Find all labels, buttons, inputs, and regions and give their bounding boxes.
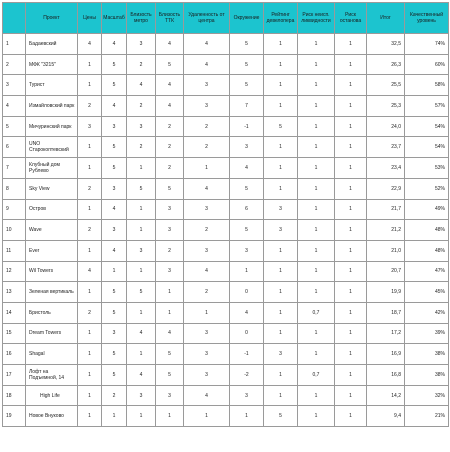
ttk-cell: 3 — [156, 261, 184, 282]
total-cell: 21,2 — [367, 220, 405, 241]
stop-risk-cell: 1 — [335, 54, 367, 75]
metro-cell: 3 — [127, 116, 156, 137]
header-ttk: Близость ТТК — [156, 3, 184, 34]
total-cell: 9,4 — [367, 406, 405, 427]
metro-cell: 4 — [127, 75, 156, 96]
quality-level-cell: 57% — [405, 96, 449, 117]
developer-rating-cell: 1 — [264, 282, 298, 303]
total-cell: 32,5 — [367, 34, 405, 55]
developer-rating-cell: 1 — [264, 158, 298, 179]
table-row — [3, 54, 449, 75]
stop-risk-cell: 1 — [335, 199, 367, 220]
surroundings-cell: 5 — [230, 178, 264, 199]
row-index: 6 — [3, 137, 26, 158]
scale-cell: 3 — [102, 178, 127, 199]
price-cell: 2 — [78, 220, 102, 241]
scale-cell: 5 — [102, 365, 127, 386]
stop-risk-cell: 1 — [335, 75, 367, 96]
quality-level-cell: 21% — [405, 406, 449, 427]
surroundings-cell: -1 — [230, 344, 264, 365]
stop-risk-cell: 1 — [335, 240, 367, 261]
scale-cell: 5 — [102, 302, 127, 323]
center-distance-cell: 1 — [184, 406, 230, 427]
developer-rating-cell: 3 — [264, 220, 298, 241]
row-index: 2 — [3, 54, 26, 75]
row-index: 3 — [3, 75, 26, 96]
ttk-cell: 4 — [156, 34, 184, 55]
project-name: Wil Towers — [26, 261, 78, 282]
total-cell: 16,9 — [367, 344, 405, 365]
stop-risk-cell: 1 — [335, 282, 367, 303]
developer-rating-cell: 1 — [264, 75, 298, 96]
total-cell: 20,7 — [367, 261, 405, 282]
project-name: Клубный дом Рублево — [26, 158, 78, 179]
ranking-table — [2, 2, 449, 427]
table-row — [3, 116, 449, 137]
liquidity-risk-cell: 1 — [298, 199, 335, 220]
center-distance-cell: 4 — [184, 54, 230, 75]
scale-cell: 5 — [102, 158, 127, 179]
price-cell: 1 — [78, 137, 102, 158]
total-cell: 25,3 — [367, 96, 405, 117]
project-name: Sky View — [26, 178, 78, 199]
developer-rating-cell: 1 — [264, 137, 298, 158]
metro-cell: 3 — [127, 240, 156, 261]
liquidity-risk-cell: 1 — [298, 220, 335, 241]
center-distance-cell: 3 — [184, 75, 230, 96]
liquidity-risk-cell: 1 — [298, 385, 335, 406]
price-cell: 2 — [78, 178, 102, 199]
stop-risk-cell: 1 — [335, 261, 367, 282]
row-index: 19 — [3, 406, 26, 427]
center-distance-cell: 3 — [184, 323, 230, 344]
developer-rating-cell: 1 — [264, 178, 298, 199]
total-cell: 21,0 — [367, 240, 405, 261]
ranking-table-container — [2, 2, 449, 427]
table-row — [3, 323, 449, 344]
row-index: 18 — [3, 385, 26, 406]
surroundings-cell: 1 — [230, 406, 264, 427]
liquidity-risk-cell: 1 — [298, 75, 335, 96]
total-cell: 22,9 — [367, 178, 405, 199]
total-cell: 23,4 — [367, 158, 405, 179]
metro-cell: 4 — [127, 365, 156, 386]
row-index: 14 — [3, 302, 26, 323]
center-distance-cell: 4 — [184, 385, 230, 406]
center-distance-cell: 4 — [184, 178, 230, 199]
metro-cell: 1 — [127, 344, 156, 365]
scale-cell: 4 — [102, 199, 127, 220]
table-row — [3, 137, 449, 158]
stop-risk-cell: 1 — [335, 34, 367, 55]
center-distance-cell: 3 — [184, 199, 230, 220]
ttk-cell: 5 — [156, 365, 184, 386]
metro-cell: 1 — [127, 261, 156, 282]
metro-cell: 3 — [127, 34, 156, 55]
table-row — [3, 344, 449, 365]
center-distance-cell: 4 — [184, 34, 230, 55]
metro-cell: 2 — [127, 54, 156, 75]
developer-rating-cell: 1 — [264, 385, 298, 406]
price-cell: 4 — [78, 34, 102, 55]
project-name: Остров — [26, 199, 78, 220]
surroundings-cell: 7 — [230, 96, 264, 117]
price-cell: 1 — [78, 385, 102, 406]
price-cell: 1 — [78, 240, 102, 261]
ttk-cell: 4 — [156, 323, 184, 344]
surroundings-cell: 1 — [230, 261, 264, 282]
scale-cell: 5 — [102, 54, 127, 75]
metro-cell: 2 — [127, 96, 156, 117]
quality-level-cell: 47% — [405, 261, 449, 282]
liquidity-risk-cell: 0,7 — [298, 365, 335, 386]
table-body — [3, 34, 449, 427]
header-quality-level: Качественный уровень — [405, 3, 449, 34]
price-cell: 4 — [78, 261, 102, 282]
project-name: High Life — [26, 385, 78, 406]
scale-cell: 5 — [102, 75, 127, 96]
liquidity-risk-cell: 1 — [298, 116, 335, 137]
ttk-cell: 3 — [156, 199, 184, 220]
ttk-cell: 3 — [156, 220, 184, 241]
row-index: 10 — [3, 220, 26, 241]
scale-cell: 4 — [102, 240, 127, 261]
liquidity-risk-cell: 1 — [298, 137, 335, 158]
metro-cell: 5 — [127, 282, 156, 303]
developer-rating-cell: 1 — [264, 240, 298, 261]
surroundings-cell: 5 — [230, 75, 264, 96]
project-name: Бадаевский — [26, 34, 78, 55]
scale-cell: 1 — [102, 406, 127, 427]
center-distance-cell: 3 — [184, 344, 230, 365]
liquidity-risk-cell: 1 — [298, 158, 335, 179]
row-index: 7 — [3, 158, 26, 179]
surroundings-cell: 0 — [230, 282, 264, 303]
surroundings-cell: 4 — [230, 302, 264, 323]
row-index: 12 — [3, 261, 26, 282]
center-distance-cell: 1 — [184, 302, 230, 323]
ttk-cell: 5 — [156, 344, 184, 365]
center-distance-cell: 3 — [184, 365, 230, 386]
scale-cell: 3 — [102, 220, 127, 241]
quality-level-cell: 53% — [405, 158, 449, 179]
total-cell: 26,3 — [367, 54, 405, 75]
ttk-cell: 1 — [156, 302, 184, 323]
row-index: 13 — [3, 282, 26, 303]
header-price: Цены — [78, 3, 102, 34]
table-header-row — [3, 3, 449, 34]
table-row — [3, 158, 449, 179]
quality-level-cell: 45% — [405, 282, 449, 303]
row-index: 8 — [3, 178, 26, 199]
scale-cell: 5 — [102, 282, 127, 303]
price-cell: 2 — [78, 96, 102, 117]
price-cell: 1 — [78, 344, 102, 365]
scale-cell: 1 — [102, 261, 127, 282]
table-row — [3, 199, 449, 220]
developer-rating-cell: 5 — [264, 406, 298, 427]
stop-risk-cell: 1 — [335, 220, 367, 241]
center-distance-cell: 2 — [184, 282, 230, 303]
table-row — [3, 261, 449, 282]
developer-rating-cell: 1 — [264, 96, 298, 117]
quality-level-cell: 48% — [405, 240, 449, 261]
project-name: Турист — [26, 75, 78, 96]
surroundings-cell: 5 — [230, 220, 264, 241]
project-name: Ever — [26, 240, 78, 261]
header-center-distance: Удаленность от центра — [184, 3, 230, 34]
developer-rating-cell: 1 — [264, 323, 298, 344]
row-index: 9 — [3, 199, 26, 220]
ttk-cell: 1 — [156, 282, 184, 303]
ttk-cell: 2 — [156, 158, 184, 179]
stop-risk-cell: 1 — [335, 406, 367, 427]
table-row — [3, 96, 449, 117]
price-cell: 1 — [78, 365, 102, 386]
price-cell: 1 — [78, 199, 102, 220]
surroundings-cell: 3 — [230, 240, 264, 261]
surroundings-cell: 5 — [230, 34, 264, 55]
total-cell: 17,2 — [367, 323, 405, 344]
liquidity-risk-cell: 1 — [298, 282, 335, 303]
table-row — [3, 365, 449, 386]
liquidity-risk-cell: 1 — [298, 344, 335, 365]
project-name: МФК "3215" — [26, 54, 78, 75]
scale-cell: 4 — [102, 96, 127, 117]
total-cell: 19,9 — [367, 282, 405, 303]
metro-cell: 3 — [127, 385, 156, 406]
quality-level-cell: 38% — [405, 365, 449, 386]
developer-rating-cell: 1 — [264, 54, 298, 75]
surroundings-cell: 4 — [230, 158, 264, 179]
liquidity-risk-cell: 1 — [298, 96, 335, 117]
stop-risk-cell: 1 — [335, 302, 367, 323]
table-row — [3, 178, 449, 199]
row-index: 15 — [3, 323, 26, 344]
metro-cell: 1 — [127, 406, 156, 427]
price-cell: 1 — [78, 54, 102, 75]
project-name: Измайловский парк — [26, 96, 78, 117]
metro-cell: 1 — [127, 220, 156, 241]
surroundings-cell: 0 — [230, 323, 264, 344]
table-row — [3, 406, 449, 427]
stop-risk-cell: 1 — [335, 178, 367, 199]
metro-cell: 1 — [127, 199, 156, 220]
header-developer-rating: Рейтинг девелопера — [264, 3, 298, 34]
surroundings-cell: 3 — [230, 137, 264, 158]
center-distance-cell: 2 — [184, 116, 230, 137]
table-row — [3, 302, 449, 323]
stop-risk-cell: 1 — [335, 116, 367, 137]
stop-risk-cell: 1 — [335, 385, 367, 406]
price-cell: 1 — [78, 158, 102, 179]
quality-level-cell: 48% — [405, 220, 449, 241]
total-cell: 25,5 — [367, 75, 405, 96]
quality-level-cell: 58% — [405, 75, 449, 96]
stop-risk-cell: 1 — [335, 137, 367, 158]
table-row — [3, 34, 449, 55]
ttk-cell: 2 — [156, 137, 184, 158]
table-row — [3, 240, 449, 261]
project-name: UNO Старокоптевский — [26, 137, 78, 158]
center-distance-cell: 1 — [184, 158, 230, 179]
project-name: Лофт на Подъемной, 14 — [26, 365, 78, 386]
quality-level-cell: 32% — [405, 385, 449, 406]
center-distance-cell: 3 — [184, 240, 230, 261]
developer-rating-cell: 1 — [264, 34, 298, 55]
scale-cell: 3 — [102, 116, 127, 137]
header-total: Итог — [367, 3, 405, 34]
developer-rating-cell: 1 — [264, 365, 298, 386]
metro-cell: 1 — [127, 302, 156, 323]
quality-level-cell: 39% — [405, 323, 449, 344]
scale-cell: 5 — [102, 344, 127, 365]
scale-cell: 4 — [102, 34, 127, 55]
table-row — [3, 282, 449, 303]
quality-level-cell: 74% — [405, 34, 449, 55]
developer-rating-cell: 3 — [264, 344, 298, 365]
header-scale: Масштаб — [102, 3, 127, 34]
quality-level-cell: 52% — [405, 178, 449, 199]
price-cell: 1 — [78, 406, 102, 427]
liquidity-risk-cell: 1 — [298, 240, 335, 261]
quality-level-cell: 42% — [405, 302, 449, 323]
ttk-cell: 4 — [156, 96, 184, 117]
row-index: 11 — [3, 240, 26, 261]
price-cell: 1 — [78, 75, 102, 96]
developer-rating-cell: 5 — [264, 116, 298, 137]
scale-cell: 3 — [102, 323, 127, 344]
header-stop-risk: Риск останова — [335, 3, 367, 34]
developer-rating-cell: 3 — [264, 199, 298, 220]
center-distance-cell: 2 — [184, 137, 230, 158]
center-distance-cell: 3 — [184, 96, 230, 117]
developer-rating-cell: 1 — [264, 261, 298, 282]
row-index: 1 — [3, 34, 26, 55]
ttk-cell: 5 — [156, 178, 184, 199]
header-liquidity-risk: Риск неисп. ликвидности — [298, 3, 335, 34]
stop-risk-cell: 1 — [335, 158, 367, 179]
quality-level-cell: 60% — [405, 54, 449, 75]
project-name: Новое Внуково — [26, 406, 78, 427]
stop-risk-cell: 1 — [335, 323, 367, 344]
table-row — [3, 75, 449, 96]
center-distance-cell: 4 — [184, 261, 230, 282]
surroundings-cell: 3 — [230, 385, 264, 406]
project-name: Wave — [26, 220, 78, 241]
scale-cell: 5 — [102, 137, 127, 158]
table-row — [3, 385, 449, 406]
liquidity-risk-cell: 1 — [298, 34, 335, 55]
ttk-cell: 4 — [156, 75, 184, 96]
metro-cell: 4 — [127, 323, 156, 344]
scale-cell: 2 — [102, 385, 127, 406]
ttk-cell: 3 — [156, 385, 184, 406]
quality-level-cell: 54% — [405, 137, 449, 158]
stop-risk-cell: 1 — [335, 344, 367, 365]
price-cell: 2 — [78, 302, 102, 323]
project-name: Мичуринский парк — [26, 116, 78, 137]
stop-risk-cell: 1 — [335, 365, 367, 386]
price-cell: 3 — [78, 116, 102, 137]
developer-rating-cell: 1 — [264, 302, 298, 323]
row-index: 16 — [3, 344, 26, 365]
header-project: Проект — [26, 3, 78, 34]
ttk-cell: 2 — [156, 116, 184, 137]
project-name: Dream Towers — [26, 323, 78, 344]
metro-cell: 5 — [127, 178, 156, 199]
header-index — [3, 3, 26, 34]
project-name: Бристоль — [26, 302, 78, 323]
price-cell: 1 — [78, 282, 102, 303]
liquidity-risk-cell: 1 — [298, 178, 335, 199]
project-name: Shagal — [26, 344, 78, 365]
surroundings-cell: -2 — [230, 365, 264, 386]
liquidity-risk-cell: 0,7 — [298, 302, 335, 323]
header-metro: Близость метро — [127, 3, 156, 34]
liquidity-risk-cell: 1 — [298, 261, 335, 282]
total-cell: 18,7 — [367, 302, 405, 323]
liquidity-risk-cell: 1 — [298, 323, 335, 344]
row-index: 4 — [3, 96, 26, 117]
ttk-cell: 1 — [156, 406, 184, 427]
table-row — [3, 220, 449, 241]
total-cell: 14,2 — [367, 385, 405, 406]
surroundings-cell: 6 — [230, 199, 264, 220]
stop-risk-cell: 1 — [335, 96, 367, 117]
surroundings-cell: -1 — [230, 116, 264, 137]
total-cell: 23,7 — [367, 137, 405, 158]
liquidity-risk-cell: 1 — [298, 54, 335, 75]
total-cell: 21,7 — [367, 199, 405, 220]
project-name: Зеленая вертикаль — [26, 282, 78, 303]
row-index: 5 — [3, 116, 26, 137]
total-cell: 24,0 — [367, 116, 405, 137]
ttk-cell: 5 — [156, 54, 184, 75]
price-cell: 1 — [78, 323, 102, 344]
total-cell: 16,8 — [367, 365, 405, 386]
quality-level-cell: 49% — [405, 199, 449, 220]
header-surroundings: Окружение — [230, 3, 264, 34]
center-distance-cell: 2 — [184, 220, 230, 241]
metro-cell: 2 — [127, 137, 156, 158]
row-index: 17 — [3, 365, 26, 386]
ttk-cell: 2 — [156, 240, 184, 261]
quality-level-cell: 54% — [405, 116, 449, 137]
metro-cell: 1 — [127, 158, 156, 179]
liquidity-risk-cell: 1 — [298, 406, 335, 427]
quality-level-cell: 38% — [405, 344, 449, 365]
surroundings-cell: 5 — [230, 54, 264, 75]
